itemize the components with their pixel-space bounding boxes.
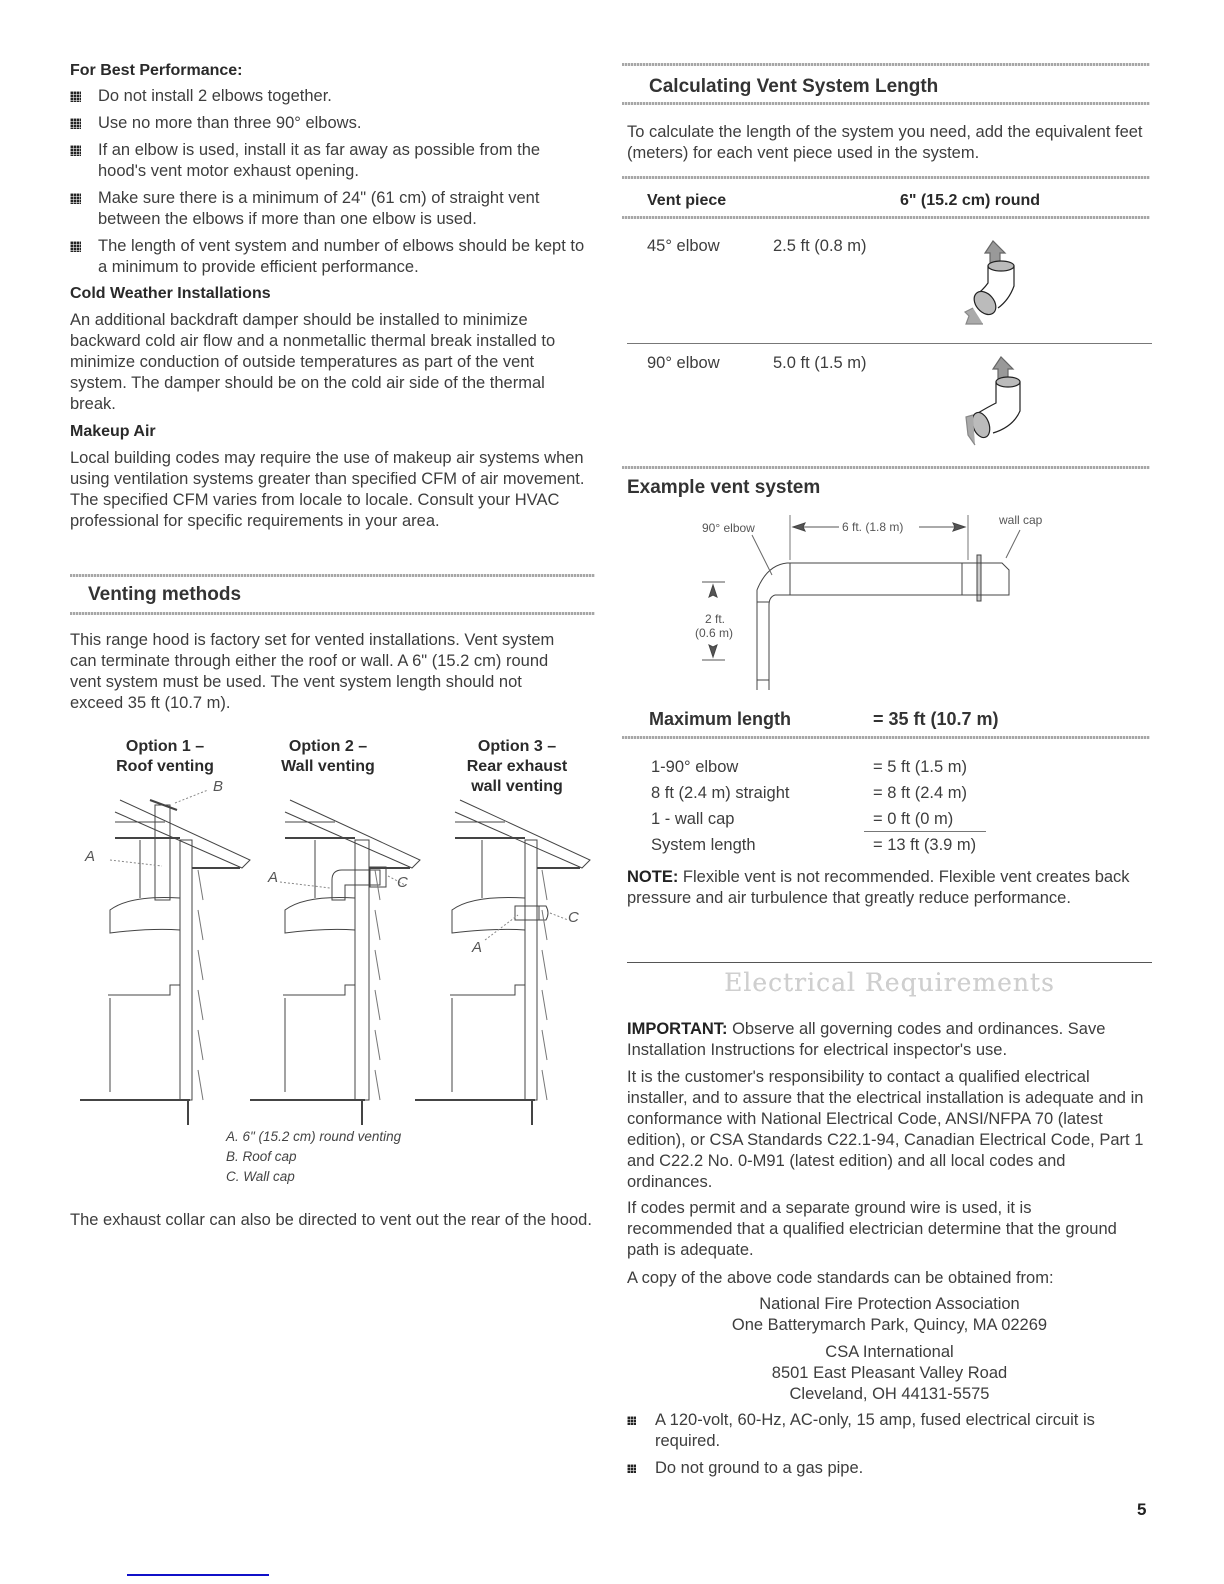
table-divider [622, 216, 1150, 219]
list-item: The length of vent system and number of elbows should be kept to a minimum to provide efficient performance. [70, 236, 590, 278]
diagram-legend: A. 6" (15.2 cm) round venting B. Roof cap C. Wall cap [226, 1129, 402, 1184]
link-underline[interactable] [127, 1574, 269, 1576]
makeup-air-heading: Makeup Air [70, 423, 156, 440]
electrical-requirements-title: Electrical Requirements [724, 968, 1055, 997]
venting-options-diagram [70, 770, 595, 1130]
table-cell-piece: 45° elbow [647, 237, 720, 255]
venting-methods-title: Venting methods [88, 584, 242, 605]
table-header-round: 6" (15.2 cm) round [900, 192, 1041, 209]
list-item: Make sure there is a minimum of 24" (61 cm) of straight vent between the elbows if more than one elbow is used. [70, 188, 590, 230]
callout-c-2: C [397, 874, 408, 891]
bullet-square-icon [627, 1416, 636, 1425]
bullet-square-icon [70, 118, 81, 129]
calc-row-label: 1 - wall cap [651, 810, 735, 828]
section-divider [622, 736, 1150, 739]
table-header-vent-piece: Vent piece [647, 192, 727, 209]
csa-address: CSA International 8501 East Pleasant Valley Road Cleveland, OH 44131-5575 [771, 1343, 1008, 1403]
max-length-value: = 35 ft (10.7 m) [873, 709, 999, 729]
option-2-label: Option 2 – Wall venting [281, 738, 375, 775]
90-elbow-icon [963, 355, 1038, 450]
table-cell-piece: 90° elbow [647, 354, 720, 372]
table-row-divider [627, 343, 1152, 344]
calc-row-value: = 0 ft (0 m) [873, 810, 954, 828]
bullet-square-icon [627, 1464, 636, 1473]
exhaust-collar-text: The exhaust collar can also be directed to vent out the rear of the hood. [70, 1211, 592, 1229]
makeup-air-text: Local building codes may require the use of makeup air systems when using ventilation systems greater than specified CFM of air movement. The specified CFM varies from locale to locale. Consult your HVAC professional for specific requirements in your area. [70, 449, 585, 530]
section-divider [622, 102, 1150, 105]
note-label: NOTE: [627, 868, 679, 886]
45-elbow-icon [963, 238, 1033, 328]
section-divider [627, 962, 1152, 963]
responsibility-paragraph: It is the customer's responsibility to contact a qualified electrical installer, and to assure that the electrical installation is adequate and in conformance with National Electrical Code, ANSI/NFPA 70 (latest edition), or CSA Standards C22.1-94, Canadian Electrical Code, Part 1 and C22.2 No. 0-M91 (latest edition) and all local codes and ordinances. [627, 1068, 1144, 1191]
option-3-label: Option 3 – Rear exhaust wall venting [466, 738, 568, 795]
best-performance-list [70, 86, 590, 284]
calculating-text: To calculate the length of the system you need, add the equivalent feet (meters) for each vent piece used in the system. [627, 123, 1143, 162]
section-divider [622, 466, 1150, 469]
important-paragraph: IMPORTANT: Observe all governing codes and ordinances. Save Installation Instructions for electrical inspector's use. [627, 1020, 1106, 1059]
table-cell-value: 5.0 ft (1.5 m) [773, 354, 867, 372]
max-length-label: Maximum length [649, 709, 792, 729]
rear-exhaust-diagram [415, 800, 590, 1125]
roof-venting-diagram [80, 790, 250, 1125]
ground-paragraph: If codes permit and a separate ground wire is used, it is recommended that a qualified electrician determine that the ground path is adequate. [627, 1199, 1117, 1259]
bullet-square-icon [70, 241, 81, 252]
list-item: Do not ground to a gas pipe. [627, 1458, 1152, 1479]
sum-rule [864, 831, 986, 832]
callout-a-3: A [472, 939, 483, 956]
horizontal-length-label: 6 ft. (1.8 m) [842, 520, 904, 534]
section-divider [622, 63, 1150, 66]
wall-venting-diagram [250, 800, 420, 1125]
example-vent-diagram [627, 505, 1152, 695]
venting-methods-text: This range hood is factory set for vented installations. Vent system can terminate through either the roof or wall. A 6" (15.2 cm) round vent system must be used. The vent system length should not exceed 35 ft (10.7 m). [70, 631, 555, 712]
copy-paragraph: A copy of the above code standards can be obtained from: [627, 1269, 1054, 1287]
calc-row-value: = 8 ft (2.4 m) [873, 784, 967, 802]
calc-row-label: System length [651, 836, 756, 854]
best-performance-heading: For Best Performance: [70, 62, 243, 79]
callout-a-1: A [85, 848, 96, 865]
calc-row-label: 8 ft (2.4 m) straight [651, 784, 790, 802]
bullet-square-icon [70, 91, 81, 102]
nfpa-address: National Fire Protection Association One Batterymarch Park, Quincy, MA 02269 [731, 1295, 1048, 1334]
calc-row-label: 1-90° elbow [651, 758, 739, 776]
callout-b-1: B [213, 778, 224, 795]
vertical-ft-label: 2 ft. [705, 612, 726, 626]
callout-a-2: A [268, 869, 279, 886]
list-item: Use no more than three 90° elbows. [70, 113, 590, 134]
vertical-m-label: (0.6 m) [695, 626, 734, 640]
note-paragraph: NOTE: Flexible vent is not recommended. Flexible vent creates back pressure and air turbulence that greatly reduce performance. [627, 868, 1130, 907]
bullet-square-icon [70, 145, 81, 156]
calc-row-value: = 13 ft (3.9 m) [873, 836, 977, 854]
elbow-label: 90° elbow [702, 521, 755, 535]
calc-values [873, 754, 976, 858]
cold-weather-text: An additional backdraft damper should be installed to minimize backward cold air flow and a nonmetallic thermal break installed to minimize conduction of outside temperatures as part of the vent system. The damper should be on the cold air side of the thermal break. [70, 311, 556, 413]
bullet-square-icon [70, 193, 81, 204]
calculating-title: Calculating Vent System Length [649, 76, 939, 97]
option-1-label: Option 1 – Roof venting [116, 738, 214, 775]
section-divider [70, 612, 595, 615]
important-label: IMPORTANT: [627, 1020, 728, 1038]
list-item: Do not install 2 elbows together. [70, 86, 590, 107]
calc-row-value: = 5 ft (1.5 m) [873, 758, 967, 776]
calc-labels [651, 754, 789, 858]
wall-cap-label: wall cap [999, 513, 1043, 527]
list-item: A 120-volt, 60-Hz, AC-only, 15 amp, fused electrical circuit is required. [627, 1410, 1152, 1452]
list-item: If an elbow is used, install it as far away as possible from the hood's vent motor exhaust opening. [70, 140, 590, 182]
cold-weather-heading: Cold Weather Installations [70, 285, 271, 302]
callout-c-3: C [568, 909, 579, 926]
section-divider [70, 574, 595, 577]
electrical-bullets [627, 1410, 1152, 1485]
example-vent-title: Example vent system [627, 477, 821, 498]
table-divider [622, 176, 1150, 179]
table-cell-value: 2.5 ft (0.8 m) [773, 237, 867, 255]
page-number: 5 [1137, 1500, 1147, 1519]
